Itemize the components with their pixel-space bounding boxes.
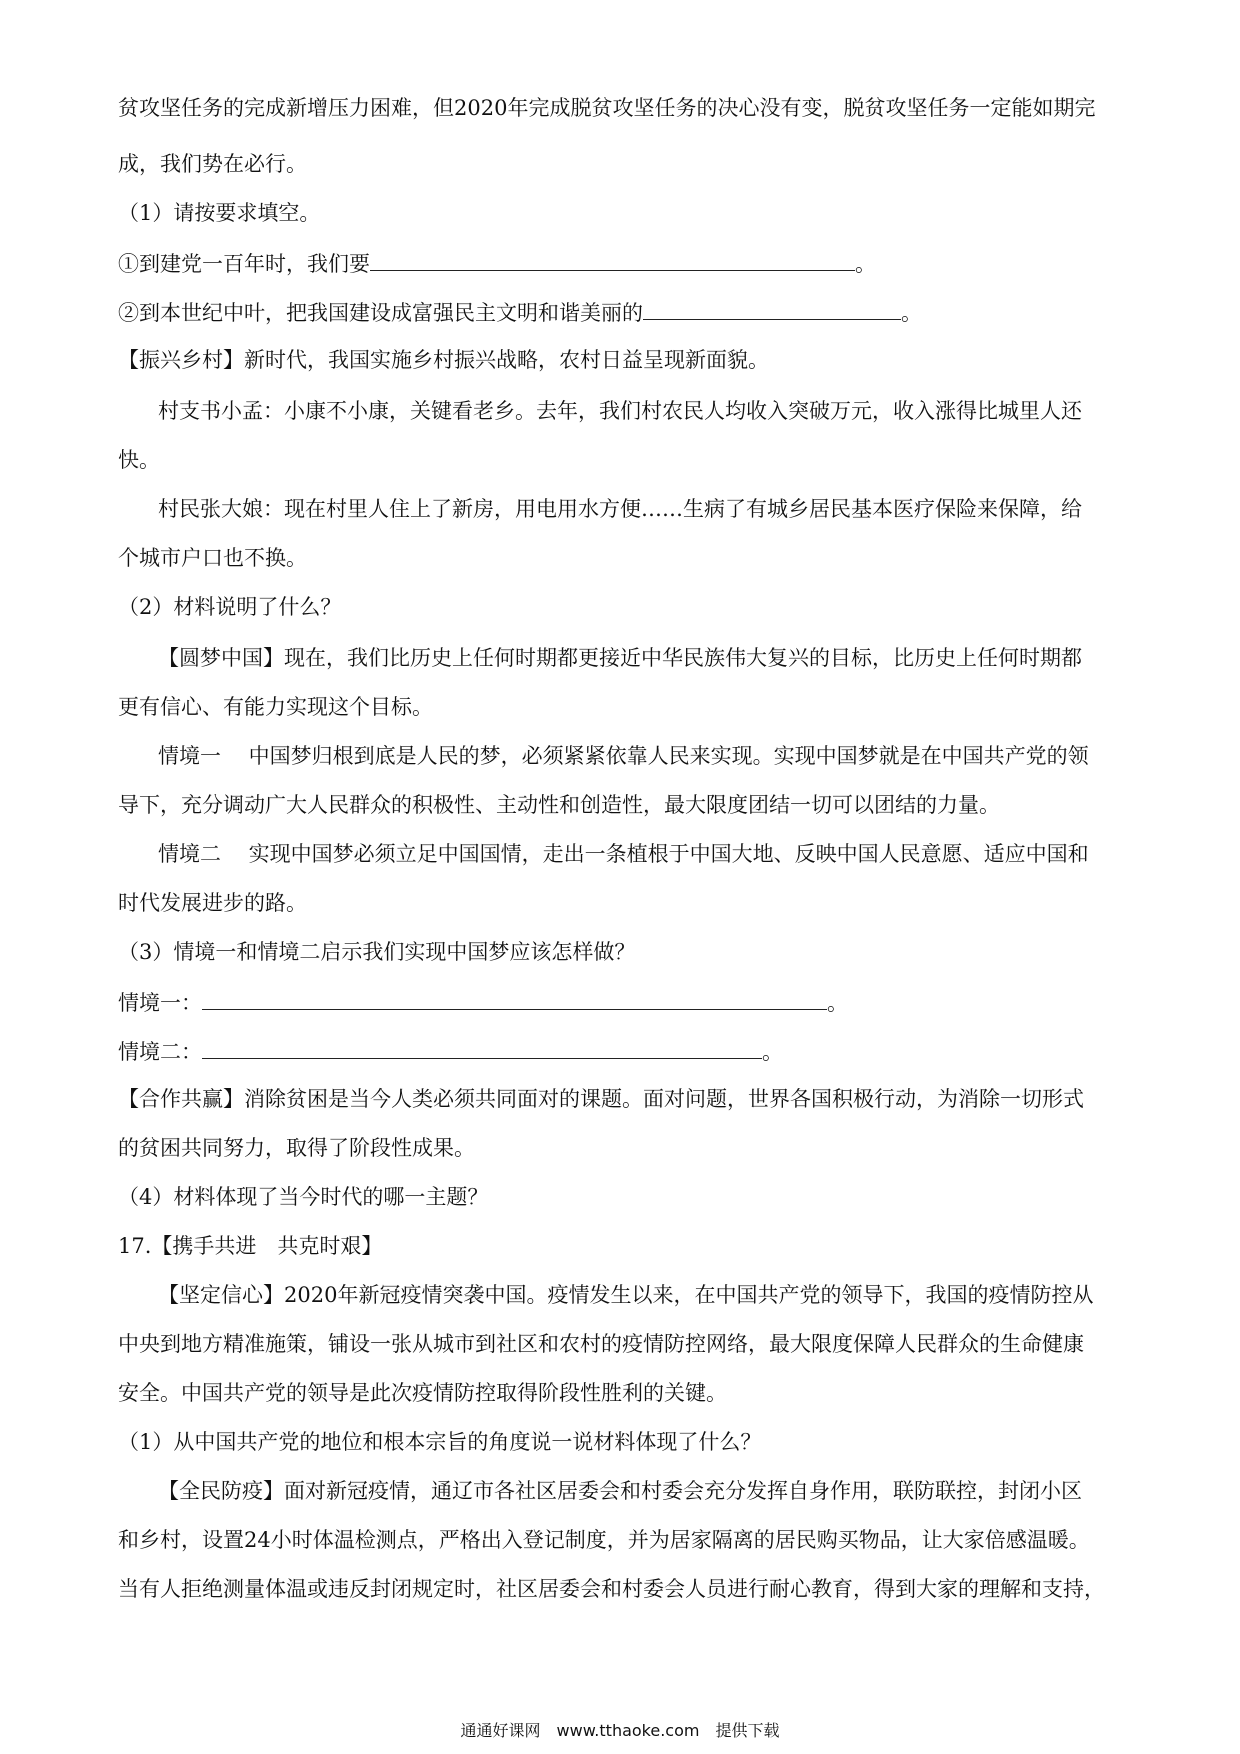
question-label: （1）从中国共产党的地位和根本宗旨的角度说一说材料体现了什么？ <box>118 1430 762 1454</box>
fill-line-2 <box>118 297 922 327</box>
answer-blank <box>202 987 827 1010</box>
question-label: （4）材料体现了当今时代的哪一主题？ <box>118 1185 489 1209</box>
section-heading: 【圆梦中国】现在，我们比历史上任何时期都更接近中华民族伟大复兴的目标，比历史上任何时期都 <box>158 646 1082 670</box>
fill-line-3 <box>118 987 848 1017</box>
text-segment: 。 <box>901 301 922 325</box>
question-label: （3）情境一和情境二启示我们实现中国梦应该怎样做？ <box>118 940 636 964</box>
text-line: 更有信心、有能力实现这个目标。 <box>118 695 433 719</box>
fill-line-1 <box>118 248 876 278</box>
text-line: 中央到地方精准施策，铺设一张从城市到社区和农村的疫情防控网络，最大限度保障人民群众的生命健康 <box>118 1332 1084 1356</box>
answer-blank <box>643 297 901 320</box>
page-footer: 通通好课网 www.tthaoke.com 提供下载 <box>460 1721 780 1740</box>
answer-blank <box>202 1036 762 1059</box>
text-line: 快。 <box>118 448 160 472</box>
section-heading: 【合作共赢】消除贫困是当今人类必须共同面对的课题。面对问题，世界各国积极行动，为消除一切形式 <box>118 1087 1084 1111</box>
text-segment: 。 <box>855 252 876 276</box>
text-segment: ①到建党一百年时，我们要 <box>118 252 370 276</box>
text-line: 导下，充分调动广大人民群众的积极性、主动性和创造性，最大限度团结一切可以团结的力量。 <box>118 793 1000 817</box>
text-line: 情境二 实现中国梦必须立足中国国情，走出一条植根于中国大地、反映中国人民意愿、适应中国和 <box>158 842 1089 866</box>
section-heading: 【振兴乡村】新时代，我国实施乡村振兴战略，农村日益呈现新面貌。 <box>118 348 769 372</box>
section-heading: 【坚定信心】2020年新冠疫情突袭中国。疫情发生以来，在中国共产党的领导下，我国的疫情防控从 <box>158 1283 1094 1307</box>
question-label: （2）材料说明了什么？ <box>118 595 342 619</box>
text-line: 个城市户口也不换。 <box>118 546 307 570</box>
text-line: 成，我们势在必行。 <box>118 152 307 176</box>
text-segment: 情境二： <box>118 1040 202 1064</box>
text-line: 安全。中国共产党的领导是此次疫情防控取得阶段性胜利的关键。 <box>118 1381 727 1405</box>
question-label: （1）请按要求填空。 <box>118 201 321 225</box>
answer-blank <box>370 248 855 271</box>
fill-line-4 <box>118 1036 783 1066</box>
text-segment: 情境一： <box>118 991 202 1015</box>
text-line: 当有人拒绝测量体温或违反封闭规定时，社区居委会和村委会人员进行耐心教育，得到大家的理解和支持， <box>118 1577 1105 1601</box>
text-line: 情境一 中国梦归根到底是人民的梦，必须紧紧依靠人民来实现。实现中国梦就是在中国共产党的领 <box>158 744 1089 768</box>
question-number-heading: 17.【携手共进 共克时艰】 <box>118 1234 383 1258</box>
text-line: 的贫困共同努力，取得了阶段性成果。 <box>118 1136 475 1160</box>
text-segment: 。 <box>827 991 848 1015</box>
section-heading: 【全民防疫】面对新冠疫情，通辽市各社区居委会和村委会充分发挥自身作用，联防联控，封闭小区 <box>158 1479 1082 1503</box>
text-line: 村支书小孟：小康不小康，关键看老乡。去年，我们村农民人均收入突破万元，收入涨得比城里人还 <box>158 399 1082 423</box>
text-line: 和乡村，设置24小时体温检测点，严格出入登记制度，并为居家隔离的居民购买物品，让大家倍感温暖。 <box>118 1528 1090 1552</box>
text-line: 村民张大娘：现在村里人住上了新房，用电用水方便……生病了有城乡居民基本医疗保险来保障，给 <box>158 497 1082 521</box>
text-segment: 。 <box>762 1040 783 1064</box>
text-segment: ②到本世纪中叶，把我国建设成富强民主文明和谐美丽的 <box>118 301 643 325</box>
text-line: 贫攻坚任务的完成新增压力困难，但2020年完成脱贫攻坚任务的决心没有变，脱贫攻坚任务一定能如期完 <box>118 96 1096 120</box>
text-line: 时代发展进步的路。 <box>118 891 307 915</box>
